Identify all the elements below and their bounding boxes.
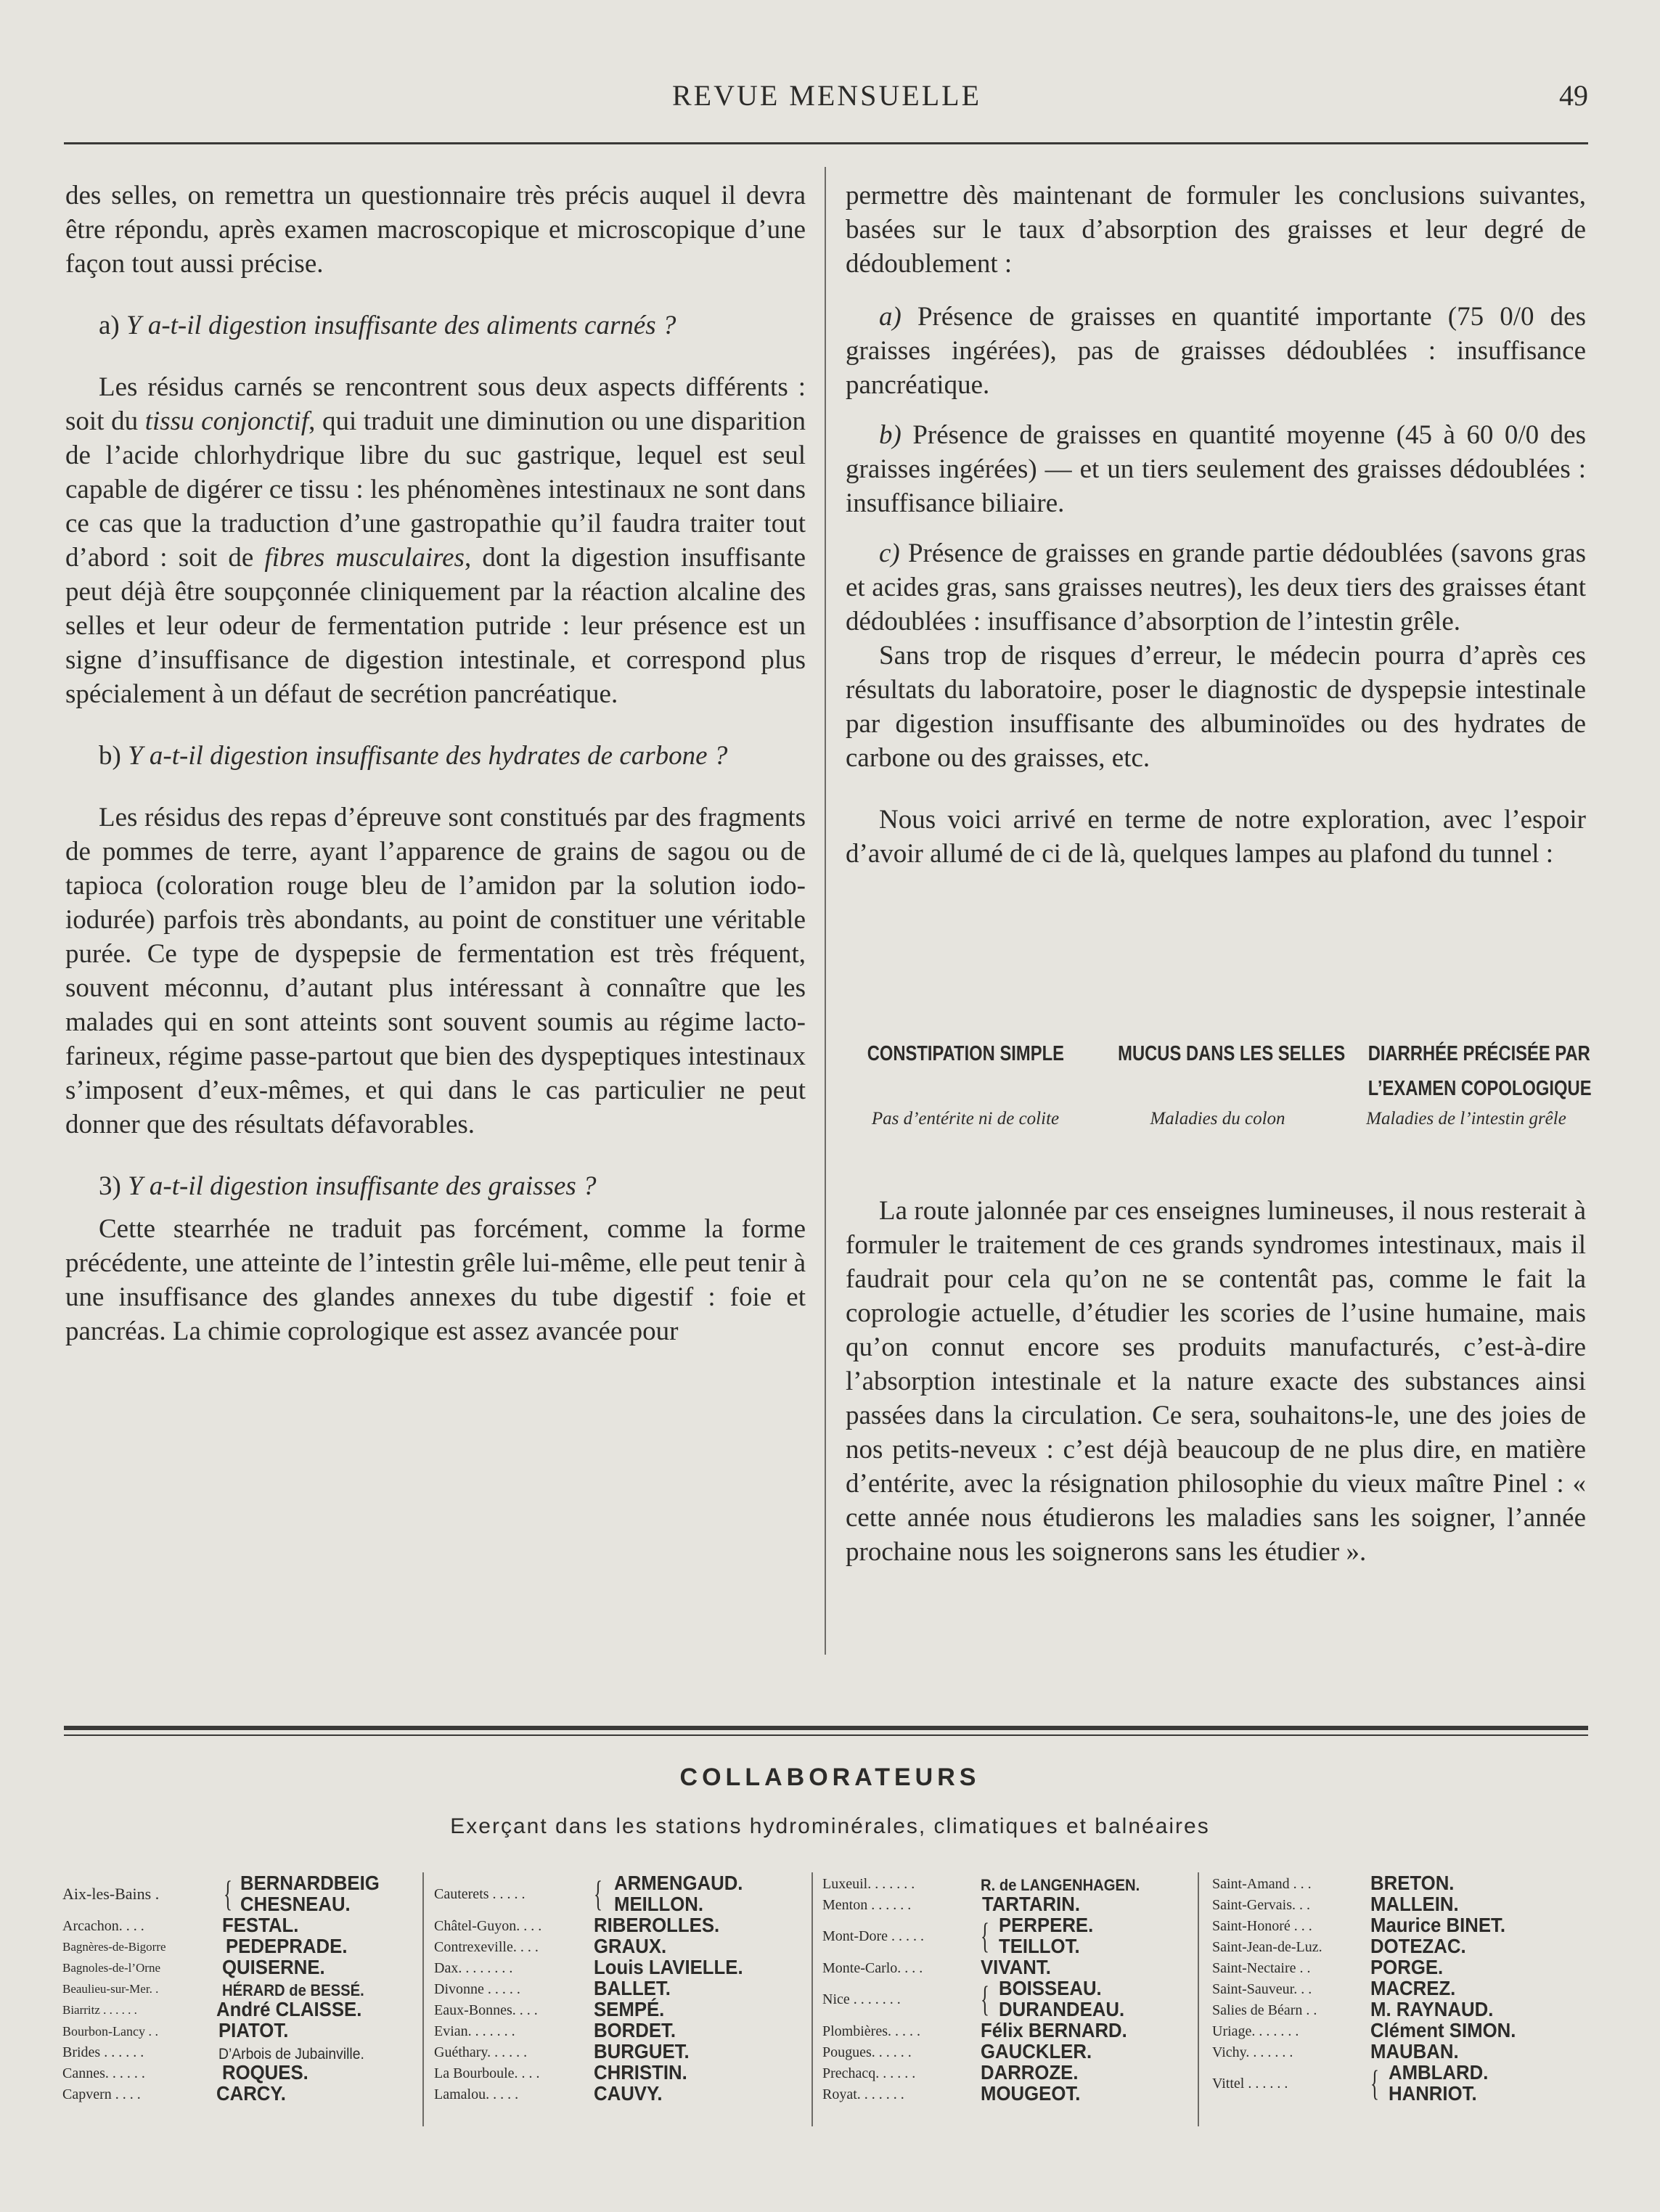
- doctor-name: FESTAL.: [222, 1914, 299, 1936]
- doctor-name: AMBLARD.: [1389, 2061, 1489, 2084]
- running-header: [65, 78, 1588, 122]
- header-rule: [64, 142, 1588, 144]
- right-column: [846, 179, 1586, 871]
- question-text: Y a-t-il digestion insuffisante des graisses ?: [128, 1171, 597, 1201]
- emphasis: fibres musculaires: [264, 543, 465, 573]
- list-item: [1212, 1872, 1575, 1893]
- station-name: Châtel-Guyon. . . .: [434, 1918, 542, 1934]
- list-item: [1212, 1914, 1575, 1936]
- doctor-name: PORGE.: [1370, 1956, 1444, 1978]
- station-name: Saint-Sauveur. . .: [1212, 1981, 1312, 1997]
- list-item: [62, 1872, 418, 1914]
- station-name: Pougues. . . . . .: [822, 2044, 912, 2060]
- station-name: Beaulieu-sur-Mer. .: [62, 1982, 159, 1996]
- lamp-title: CONSTIPATION SIMPLE: [867, 1042, 1064, 1065]
- station-name: Brides . . . . . .: [62, 2044, 144, 2060]
- item-label: b): [879, 420, 901, 450]
- emphasis: tissu conjonctif: [144, 406, 309, 436]
- text-run: , dont la digestion insuffisante peut déjà être soupçonnée cliniquement par la réaction alcaline des selles et leur odeur de fermentation putride : leur présence est un signe d’insuffisance de digestion intestinale, et correspond plus spécialement à un défaut de secrétion pancréatique.: [65, 543, 806, 709]
- station-name: Divonne . . . . .: [434, 1981, 520, 1997]
- doctor-name: PEDEPRADE.: [226, 1935, 348, 1957]
- doctor-name: MEILLON.: [614, 1893, 704, 1915]
- station-name: Evian. . . . . . .: [434, 2023, 515, 2039]
- list-item: [822, 1914, 1185, 1957]
- lamp-diarrhee: [1346, 1036, 1592, 1132]
- collaborators-column-3: [822, 1872, 1185, 2104]
- doctor-name: DOTEZAC.: [1370, 1935, 1466, 1957]
- doctor-name: BOISSEAU.: [999, 1977, 1102, 1999]
- paragraph: permettre dès maintenant de formuler les conclusions suivantes, basées sur le taux d’absorption des graisses et leur degré de dédoublement :: [846, 181, 1586, 279]
- station-name: Prechacq. . . . . .: [822, 2065, 916, 2081]
- station-name: Plombières. . . . .: [822, 2023, 920, 2039]
- list-item: [822, 2083, 1185, 2104]
- doctor-name: ROQUES.: [222, 2061, 308, 2084]
- question-text: Y a-t-il digestion insuffisante des aliments carnés ?: [126, 311, 676, 340]
- list-item: [62, 1978, 418, 1999]
- collaborators-column-4: [1212, 1872, 1575, 2104]
- station-name: Saint-Gervais. . .: [1212, 1897, 1310, 1913]
- question-label: 3): [99, 1171, 121, 1201]
- left-column: [65, 179, 806, 1348]
- list-item: [434, 1914, 811, 1936]
- doctor-name: GRAUX.: [594, 1935, 667, 1957]
- item-label: c): [879, 538, 900, 568]
- station-name: La Bourboule. . . .: [434, 2065, 540, 2081]
- station-name: Saint-Nectaire . .: [1212, 1960, 1311, 1976]
- list-item: [1212, 1957, 1575, 1978]
- doctor-name: DURANDEAU.: [999, 1998, 1125, 2020]
- collaborators-title: COLLABORATEURS: [679, 1764, 981, 1791]
- list-item: [822, 2020, 1185, 2041]
- lamp-title: DIARRHÉE PRÉCISÉE PAR: [1367, 1042, 1590, 1065]
- paragraph: La route jalonnée par ces enseignes lumineuses, il nous resterait à formuler le traitement de ces grands syndromes intestinaux, mais il faudrait pour cela qu’on ne se contentât pas, comme le fait la coprologie actuelle, d’étudier les scories de l’usine humaine, mais qu’on connut encore ses produits manufacturés, c’est-à-dire l’absorption intestinale et la nature exacte des substances ainsi passées dans la circulation. Ce sera, souhaitons-le, une des joies de nos petits-neveux : c’est déjà beaucoup de ne plus dire, en matière d’entérite, avec la résignation philosophie du vieux maître Pinel : « cette année nous étudierons les maladies sans les soigner, l’année prochaine nous les soignerons sans les étudier ».: [846, 1196, 1586, 1567]
- station-name: Guéthary. . . . . .: [434, 2044, 528, 2060]
- list-item: [434, 2041, 811, 2062]
- page-number: 49: [1559, 79, 1588, 112]
- doctor-name: TEILLOT.: [999, 1935, 1080, 1957]
- station-name: Nice . . . . . . .: [822, 1991, 901, 2007]
- paragraph: [65, 370, 806, 711]
- station-name: Menton . . . . . .: [822, 1897, 912, 1913]
- paragraph: Les résidus des repas d’épreuve sont constitués par des fragments de pommes de terre, ayant l’apparence de grains de sagou ou de tapioca (coloration rouge bleu de l’amidon par la solution iodo-iodurée) parfois très abondants, au point de constituer une véritable purée. Ce type de dyspepsie de fermentation est très fréquent, souvent méconnu, d’autant plus intéressant à connaître que les malades qui en sont atteints sont souvent soumis au régime lacto-farineux, régime passe-partout que bien des dyspeptiques intestinaux s’imposent d’eux-mêmes, et qui dans le cas particulier ne peut donner que des résultats défavorables.: [65, 803, 806, 1139]
- list-item: [1212, 1978, 1575, 1999]
- doctor-name: CHRISTIN.: [594, 2061, 687, 2084]
- lamp-subtitle: Pas d’entérite ni de colite: [871, 1109, 1060, 1128]
- station-name: Salies de Béarn . .: [1212, 2002, 1317, 2018]
- item-text: Présence de graisses en grande partie dédoublées (savons gras et acides gras, sans graisses neutres), les deux tiers des graisses étant dédoublées : insuffisance d’absorption de l’intestin grêle.: [846, 538, 1587, 636]
- doctor-name: R. de LANGENHAGEN.: [981, 1876, 1140, 1894]
- doctor-name: BURGUET.: [594, 2040, 690, 2063]
- station-name: Vichy. . . . . . .: [1212, 2044, 1293, 2060]
- doctor-name: Louis LAVIELLE.: [594, 1956, 743, 1978]
- station-name: Capvern . . . .: [62, 2086, 141, 2102]
- doctor-name: Félix BERNARD.: [981, 2019, 1127, 2041]
- doctor-name: CHESNEAU.: [240, 1893, 351, 1915]
- station-name: Dax. . . . . . . .: [434, 1960, 513, 1976]
- doctor-name: QUISERNE.: [222, 1956, 325, 1978]
- doctor-name: BRETON.: [1370, 1872, 1455, 1894]
- lamp-subtitle: Maladies de l’intestin grêle: [1366, 1109, 1566, 1128]
- item-label: a): [879, 302, 901, 332]
- brace: {: [981, 1978, 989, 2019]
- list-item: [822, 2041, 1185, 2062]
- list-item: [434, 1999, 811, 2020]
- lamp-subtitle: Maladies du colon: [1150, 1109, 1285, 1128]
- station-name: Cannes. . . . . .: [62, 2065, 145, 2081]
- column-divider: [825, 167, 826, 1655]
- journal-title: REVUE MENSUELLE: [671, 79, 982, 112]
- text-run: Les résidus carnés se rencontrent sous deux aspects différents : soit du: [65, 372, 806, 436]
- list-item: [1212, 2041, 1575, 2062]
- item-text: Présence de graisses en quantité moyenne (45 à 60 0/0 des graisses ingérées) — et un tiers seulement des graisses dédoublées : insuffisance biliaire.: [846, 420, 1587, 518]
- doctor-name: PERPERE.: [999, 1914, 1094, 1936]
- doctor-name: DARROZE.: [981, 2061, 1079, 2084]
- brace: {: [224, 1873, 232, 1914]
- doctor-name: MOUGEOT.: [981, 2082, 1081, 2105]
- station-name: Vittel . . . . . .: [1212, 2076, 1288, 2092]
- item-text: Présence de graisses en quantité importante (75 0/0 des graisses ingérées), pas de graisses dédoublées : insuffisance pancréatique.: [846, 302, 1587, 400]
- doctor-name: CAUVY.: [594, 2082, 663, 2105]
- question-heading-a: [65, 308, 806, 343]
- paragraph: Nous voici arrivé en terme de notre exploration, avec l’espoir d’avoir allumé de ci de là, quelques lampes au plafond du tunnel :: [846, 805, 1586, 869]
- doctor-name: Maurice BINET.: [1370, 1914, 1506, 1936]
- list-item: [62, 1914, 418, 1936]
- paragraph: Cette stearrhée ne traduit pas forcément, comme la forme précédente, une atteinte de l’intestin grêle lui-même, elle peut tenir à une insuffisance des glandes annexes du tube digestif : foie et pancréas. La chimie coprologique est assez avancée pour: [65, 1214, 806, 1346]
- doctor-name: MAUBAN.: [1370, 2040, 1459, 2063]
- list-item: [62, 1999, 418, 2020]
- doctor-name: BALLET.: [594, 1977, 671, 1999]
- station-name: Cauterets . . . . .: [434, 1886, 526, 1902]
- footer-rule-thin: [64, 1734, 1588, 1736]
- station-name: Biarritz . . . . . .: [62, 2003, 137, 2017]
- list-item: [434, 1957, 811, 1978]
- station-name: Saint-Honoré . . .: [1212, 1918, 1312, 1934]
- column-divider: [811, 1872, 813, 2126]
- lamp-mucus: [1096, 1036, 1346, 1132]
- list-item: [434, 1872, 811, 1914]
- list-item: [62, 1936, 418, 1957]
- list-item: [1212, 2062, 1575, 2104]
- list-item: [822, 1893, 1185, 1914]
- paragraph: Sans trop de risques d’erreur, le médecin pourra d’après ces résultats du laboratoire, poser le diagnostic de dyspepsie intestinale par digestion insuffisante des albuminoïdes ou des hydrates de carbone ou des graisses, etc.: [846, 641, 1586, 773]
- list-item: [62, 2062, 418, 2083]
- station-name: Luxeuil. . . . . . .: [822, 1876, 915, 1892]
- brace: {: [1370, 2063, 1379, 2103]
- brace: {: [981, 1915, 989, 1956]
- station-name: Contrexeville. . . .: [434, 1939, 539, 1955]
- list-item: [434, 2083, 811, 2104]
- list-item-c: [846, 536, 1586, 639]
- text-run: , qui traduit une diminution ou une disparition de l’acide chlorhydrique libre du suc gastrique, lequel est seul capable de digérer ce tissu : les phénomènes intestinaux ne sont dans ce cas que la traduction d’une gastropathie qu’il faudra traiter tout d’abord : soit de: [65, 406, 806, 573]
- doctor-name: RIBEROLLES.: [594, 1914, 720, 1936]
- station-name: Aix-les-Bains .: [62, 1885, 160, 1903]
- collaborators-column-2: [434, 1872, 811, 2104]
- list-item: [434, 2020, 811, 2041]
- question-text: Y a-t-il digestion insuffisante des hydrates de carbone ?: [128, 741, 728, 771]
- list-item: [62, 2020, 418, 2041]
- doctor-name: PIATOT.: [218, 2019, 289, 2041]
- lamp-title: MUCUS DANS LES SELLES: [1118, 1042, 1346, 1065]
- station-name: Mont-Dore . . . . .: [822, 1928, 924, 1944]
- doctor-name: GAUCKLER.: [981, 2040, 1092, 2063]
- lamp-constipation: [846, 1036, 1085, 1132]
- list-item: [1212, 2020, 1575, 2041]
- doctor-name: Clément SIMON.: [1370, 2019, 1516, 2041]
- list-item: [434, 1978, 811, 1999]
- station-name: Arcachon. . . .: [62, 1918, 144, 1934]
- column-divider: [1198, 1872, 1199, 2126]
- doctor-name: MACREZ.: [1370, 1977, 1456, 1999]
- doctor-name: D’Arbois de Jubainville.: [218, 2046, 364, 2063]
- list-item: [434, 2062, 811, 2083]
- station-name: Monte-Carlo. . . .: [822, 1960, 923, 1976]
- station-name: Royat. . . . . . .: [822, 2086, 904, 2102]
- list-item: [1212, 1893, 1575, 1914]
- list-item-a: [846, 300, 1586, 402]
- question-label: b): [99, 741, 121, 771]
- list-item: [822, 2062, 1185, 2083]
- doctor-name: MALLEIN.: [1370, 1893, 1459, 1915]
- station-name: Bagnoles-de-l’Orne: [62, 1961, 161, 1975]
- list-item: [822, 1957, 1185, 1978]
- doctor-name: BERNARDBEIG: [240, 1872, 380, 1894]
- question-label: a): [99, 311, 120, 340]
- list-item: [62, 2041, 418, 2062]
- doctor-name: ARMENGAUD.: [614, 1872, 743, 1894]
- list-item: [62, 1957, 418, 1978]
- list-item: [822, 1872, 1185, 1893]
- station-name: Saint-Amand . . .: [1212, 1876, 1312, 1892]
- doctor-name: M. RAYNAUD.: [1370, 1998, 1494, 2020]
- station-name: Saint-Jean-de-Luz.: [1212, 1939, 1322, 1955]
- list-item: [62, 2083, 418, 2104]
- list-item: [1212, 1999, 1575, 2020]
- list-item-b: [846, 418, 1586, 520]
- list-item: [434, 1936, 811, 1957]
- doctor-name: André CLAISSE.: [216, 1998, 362, 2020]
- station-name: Lamalou. . . . .: [434, 2086, 519, 2102]
- doctor-name: TARTARIN.: [982, 1893, 1080, 1915]
- paragraph: des selles, on remettra un questionnaire très précis auquel il devra être répondu, après examen macroscopique et microscopique d’une façon tout aussi précise.: [65, 181, 806, 279]
- doctor-name: BORDET.: [594, 2019, 676, 2041]
- lamp-title-line2: L’EXAMEN COPOLOGIQUE: [1367, 1077, 1592, 1100]
- doctor-name: SEMPÉ.: [594, 1998, 665, 2020]
- list-item: [822, 1978, 1185, 2020]
- doctor-name: HÉRARD de BESSÉ.: [222, 1981, 364, 1999]
- column-divider: [422, 1872, 424, 2126]
- footer-rule-thick: [64, 1726, 1588, 1730]
- brace: {: [594, 1873, 602, 1914]
- doctor-name: HANRIOT.: [1389, 2082, 1477, 2105]
- station-name: Uriage. . . . . . .: [1212, 2023, 1299, 2039]
- doctor-name: CARCY.: [216, 2082, 286, 2105]
- collaborators-subtitle: Exerçant dans les stations hydrominérales, climatiques et balnéaires: [450, 1814, 1210, 1838]
- question-heading-c: [65, 1169, 806, 1203]
- question-heading-b: [65, 739, 806, 773]
- station-name: Bourbon-Lancy . .: [62, 2024, 158, 2039]
- station-name: Eaux-Bonnes. . . .: [434, 2002, 538, 2018]
- doctor-name: VIVANT.: [981, 1956, 1051, 1978]
- list-item: [1212, 1936, 1575, 1957]
- station-name: Bagnères-de-Bigorre: [62, 1940, 166, 1954]
- collaborators-column-1: [62, 1872, 418, 2104]
- right-column-end: [846, 1194, 1586, 1569]
